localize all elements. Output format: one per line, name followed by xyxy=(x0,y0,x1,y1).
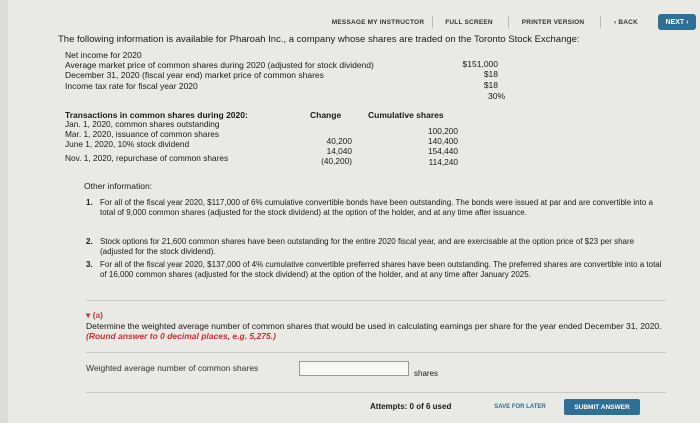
top-toolbar xyxy=(8,12,700,32)
next-button[interactable]: NEXT › xyxy=(658,14,696,30)
financial-label: Average market price of common shares during 2020 (adjusted for stock dividend) xyxy=(65,60,374,70)
answer-label: Weighted average number of common shares xyxy=(86,363,259,373)
divider xyxy=(86,352,666,353)
divider xyxy=(86,392,666,393)
transaction-label: Nov. 1, 2020, repurchase of common shares xyxy=(65,153,229,163)
printer-version-button[interactable]: PRINTER VERSION xyxy=(508,16,597,28)
list-item xyxy=(86,260,666,279)
back-button[interactable]: ‹ BACK xyxy=(600,16,651,28)
financial-value: $18 xyxy=(483,69,498,79)
list-item-number: 2. xyxy=(86,237,93,246)
list-item-text: For all of the fiscal year 2020, $137,000 of 4% cumulative convertible preferred shares have been outstanding. The preferred shares are convertible into a total of 16,000 common shares (adjusted for the stock dividend) at the option of the holder, and at any time after January 2025. xyxy=(100,260,662,279)
transaction-label: Jan. 1, 2020, common shares outstanding xyxy=(65,119,220,129)
submit-answer-button[interactable]: SUBMIT ANSWER xyxy=(564,399,640,415)
financial-label: Income tax rate for fiscal year 2020 xyxy=(65,81,198,91)
rounding-instruction: (Round answer to 0 decimal places, e.g. 5,275.) xyxy=(86,331,276,341)
attempts-counter: Attempts: 0 of 6 used xyxy=(370,402,452,411)
question-prompt: Determine the weighted average number of common shares that would be used in calculating earnings per share for the year ended December 31, 2020. xyxy=(86,321,662,331)
intro-text: The following information is available for Pharoah Inc., a company whose shares are traded on the Toronto Stock Exchange: xyxy=(58,34,580,45)
transaction-cumulative: 114,240 xyxy=(428,157,458,167)
list-item xyxy=(86,198,666,217)
page xyxy=(8,0,700,423)
transaction-cumulative: 154,440 xyxy=(428,146,458,156)
full-screen-button[interactable]: FULL SCREEN xyxy=(432,16,505,28)
list-item-number: 1. xyxy=(86,198,93,207)
financial-label: December 31, 2020 (fiscal year end) market price of common shares xyxy=(65,70,324,80)
change-header: Change xyxy=(310,110,342,120)
question-text xyxy=(86,321,666,341)
list-item-number: 3. xyxy=(86,260,93,269)
financial-value: $18 xyxy=(483,80,498,90)
transaction-cumulative: 140,400 xyxy=(428,136,458,146)
answer-unit: shares xyxy=(414,369,439,378)
transactions-header: Transactions in common shares during 2020: xyxy=(65,110,248,120)
financial-value: $151,000 xyxy=(462,59,498,69)
transaction-label: Mar. 1, 2020, issuance of common shares xyxy=(65,129,220,139)
list-item xyxy=(86,237,666,256)
transaction-cumulative: 100,200 xyxy=(428,126,458,136)
part-a-toggle[interactable]: ▾ (a) xyxy=(86,310,104,320)
transaction-change: 14,040 xyxy=(326,146,352,156)
divider xyxy=(86,300,666,301)
list-item-text: Stock options for 21,600 common shares have been outstanding for the entire 2020 fiscal year, and are exercisable at the option price of $23 per share (adjusted for the stock dividend). xyxy=(100,237,635,256)
financial-value: 30% xyxy=(487,91,505,101)
financial-label: Net income for 2020 xyxy=(65,50,142,60)
weighted-average-shares-input[interactable] xyxy=(299,361,409,376)
transaction-change: 40,200 xyxy=(326,136,352,146)
other-information-heading: Other information: xyxy=(84,181,153,191)
cumulative-header: Cumulative shares xyxy=(368,110,444,120)
list-item-text: For all of the fiscal year 2020, $117,000 of 6% cumulative convertible bonds have been outstanding. The bonds were issued at par and are convertible into a total of 9,000 common shares (adjusted for the stock dividend) at the option of the holder, and at any time after issuance. xyxy=(100,198,653,217)
transaction-change: (40,200) xyxy=(321,156,352,166)
save-for-later-button[interactable]: SAVE FOR LATER xyxy=(494,404,546,410)
transaction-label: June 1, 2020, 10% stock dividend xyxy=(65,139,190,149)
message-instructor-button[interactable]: MESSAGE MY INSTRUCTOR xyxy=(331,18,425,26)
